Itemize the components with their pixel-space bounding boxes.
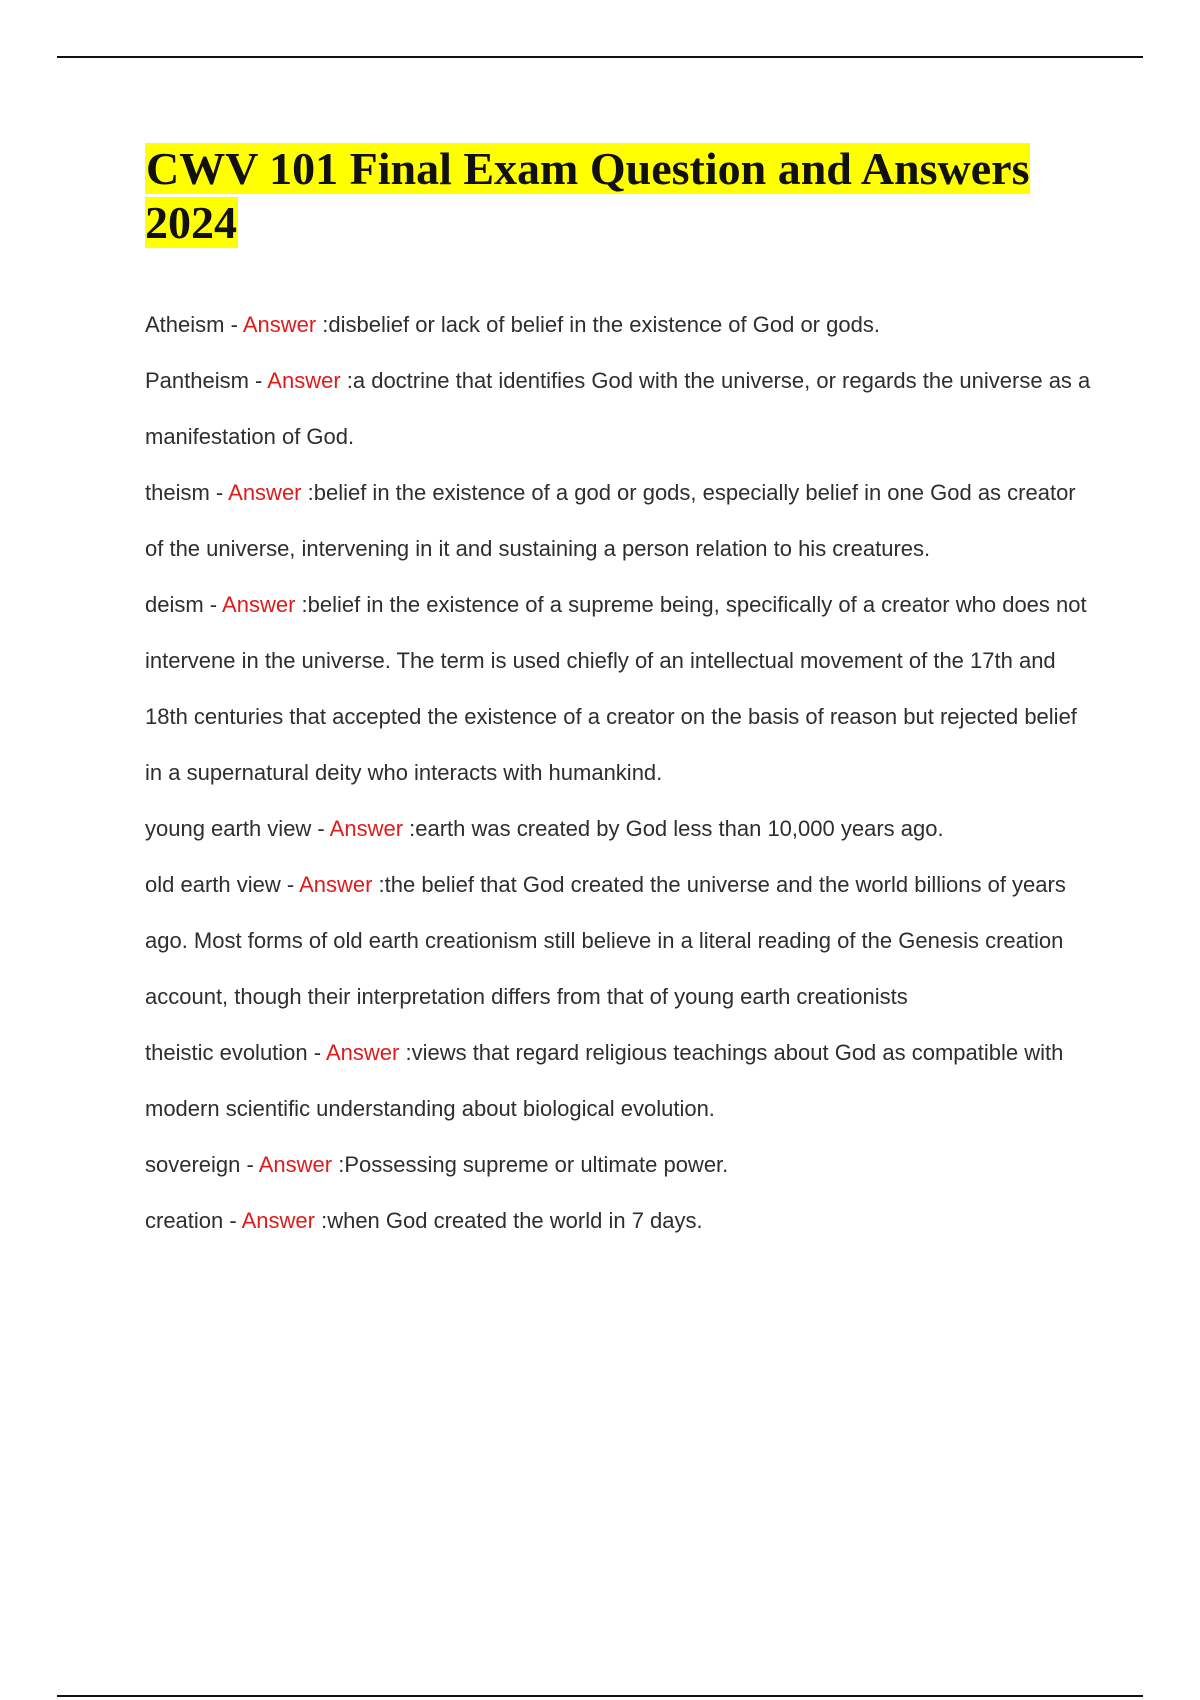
entry-atheism (145, 297, 1095, 353)
answer-label: Answer (325, 1040, 400, 1065)
answer-label: Answer (228, 480, 302, 505)
answer-label: Answer (299, 872, 373, 897)
entry-definition: :earth was created by God less than 10,000 years ago. (403, 816, 944, 841)
entry-definition: :the belief that God created the universe and the world billions of years ago. Most forms of old earth creationism still believe in a literal reading of the Genesis creation account, though their interpretation differs from that of young earth creationists (145, 872, 1066, 1009)
entry-definition: :a doctrine that identifies God with the universe, or regards the universe as a manifestation of God. (145, 368, 1091, 449)
entry-sovereign (145, 1137, 1095, 1193)
bottom-rule (57, 1695, 1143, 1697)
top-rule (57, 56, 1143, 58)
entry-deism (145, 577, 1095, 801)
entry-term: sovereign - (145, 1152, 259, 1177)
entry-term: old earth view - (145, 872, 300, 897)
entry-theism (145, 465, 1095, 577)
answer-label: Answer (267, 368, 341, 393)
entry-definition: :disbelief or lack of belief in the existence of God or gods. (316, 312, 880, 337)
answer-label: Answer (241, 1208, 315, 1233)
entry-old-earth-view (145, 857, 1095, 1025)
entry-term: deism - (145, 592, 223, 617)
page-title (145, 142, 1105, 250)
answer-label: Answer (329, 816, 404, 841)
entry-term: young earth view - (145, 816, 330, 841)
entry-definition: :when God created the world in 7 days. (314, 1208, 703, 1233)
answer-label: Answer (258, 1152, 333, 1177)
entry-creation (145, 1193, 1095, 1249)
entry-term: theistic evolution - (145, 1040, 326, 1065)
entry-list (145, 297, 1095, 1249)
entry-definition: :Possessing supreme or ultimate power. (332, 1152, 729, 1177)
title-highlight: CWV 101 Final Exam Question and Answers 2024 (145, 143, 1030, 248)
entry-theistic-evolution (145, 1025, 1095, 1137)
entry-term: Pantheism - (145, 368, 268, 393)
answer-label: Answer (222, 592, 296, 617)
entry-definition: :belief in the existence of a supreme being, specifically of a creator who does not intervene in the universe. The term is used chiefly of an intellectual movement of the 17th and 18th centuries that accepted the existence of a creator on the basis of reason but rejected belief in a supernatural deity who interacts with humankind. (145, 592, 1087, 785)
entry-term: Atheism - (145, 312, 243, 337)
entry-young-earth-view (145, 801, 1095, 857)
entry-term: theism - (145, 480, 229, 505)
entry-pantheism (145, 353, 1095, 465)
entry-definition: :views that regard religious teachings about God as compatible with modern scientific understanding about biological evolution. (145, 1040, 1064, 1121)
answer-label: Answer (242, 312, 317, 337)
entry-definition: :belief in the existence of a god or gods, especially belief in one God as creator of the universe, intervening in it and sustaining a person relation to his creatures. (145, 480, 1076, 561)
entry-term: creation - (145, 1208, 242, 1233)
